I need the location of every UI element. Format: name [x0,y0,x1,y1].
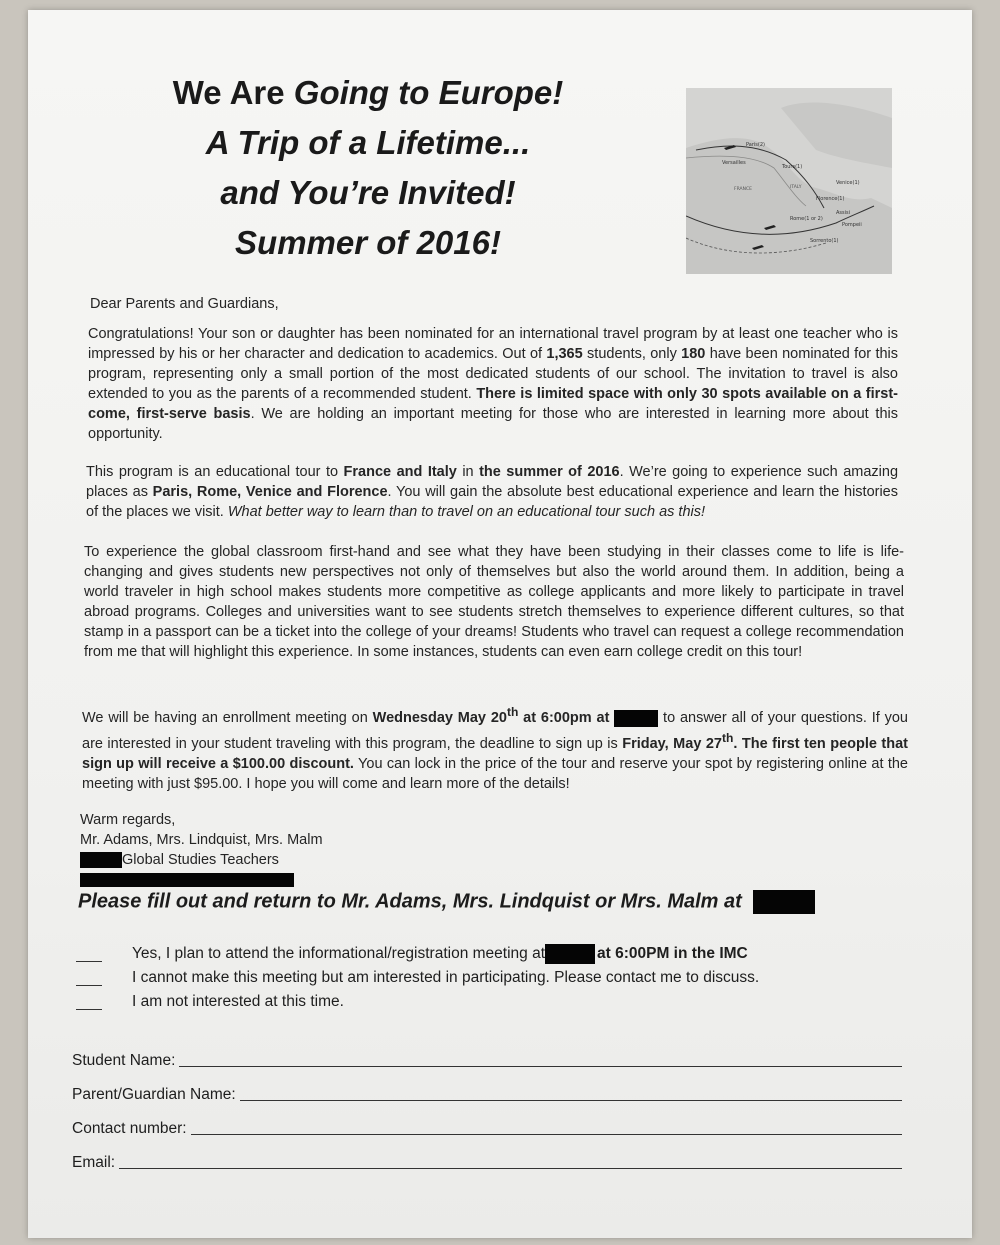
closing: Warm regards, [80,812,176,828]
letter-greeting: Dear Parents and Guardians, [90,296,279,312]
map-label-italy: ITALY [790,185,802,190]
rsvp-option-interested[interactable]: I cannot make this meeting but am interested in participating. Please contact me to discuss. [76,966,759,990]
redaction-bar [80,870,323,890]
letter-paragraph-2: This program is an educational tour to France and Italy in the summer of 2016. We’re going to experience such amazing places as Paris, Rome, Venice and Florence. You will gain the absolute best educational experience and learn the histories of the places we visit. What better way to learn than to travel on an educational tour such as this! [86,464,899,520]
student-name-line[interactable] [179,1065,902,1067]
email-field[interactable]: Email: [72,1138,902,1172]
parent-name-line[interactable] [240,1099,902,1101]
flyer-title [148,68,588,268]
map-label-paris: Paris(2) [746,142,765,148]
rsvp-option-not-interested[interactable]: I am not interested at this time. [76,990,759,1014]
map-label-versailles: Versailles [722,160,746,166]
email-line[interactable] [119,1167,902,1169]
letter-signature [80,810,323,890]
contact-number-line[interactable] [191,1133,902,1135]
title-line-1-italic: Going to Europe! [293,74,564,111]
signers: Mr. Adams, Mrs. Lindquist, Mrs. Malm [80,832,323,848]
redacted-location [753,890,815,914]
return-instructions: Please fill out and return to Mr. Adams, Mrs. Lindquist or Mrs. Malm at [78,890,815,914]
checkbox-blank[interactable] [76,947,102,962]
student-name-field[interactable]: Student Name: [72,1036,902,1070]
parent-name-field[interactable]: Parent/Guardian Name: [72,1070,902,1104]
map-label-sorrento: Sorrento(1) [810,238,839,244]
redacted-location [545,944,595,964]
map-label-assisi: Assisi [836,210,851,216]
title-line-3: and You’re Invited! [220,174,516,211]
contact-number-field[interactable]: Contact number: [72,1104,902,1138]
letter-paragraph-1: Congratulations! Your son or daughter has been nominated for an international travel program by at least one teacher who is impressed by his or her character and dedication to academics. Out of 1,365 students, only 180 have been nominated for this program, representing only a small portion of the most dedicated students of our school. The invitation to travel is also extended to you as the parents of a recommended student. There is limited space with only 30 spots available on a first-come, first-serve basis. We are holding an important meeting for those who are interested in learning more about this opportunity. [88,326,899,442]
checkbox-blank[interactable] [76,995,102,1010]
title-line-1 [148,68,588,118]
department-line: Global Studies Teachers [80,850,323,870]
letter-paragraph-3: To experience the global classroom first-hand and see what they have been studying in their classes come to life is life-changing and gives students new perspectives not only of themselves but also the world around them. In addition, being a world traveler in high school makes students more competitive as college applicants and more likely to participate in travel abroad programs. Colleges and universities want to see students stretch themselves to experience different cultures, so that stamp in a passport can be a ticket into the college of your dreams! Students who travel can request a college recommendation from me that will highlight this experience. In some instances, students can even earn college credit on this tour! [84,544,904,660]
rsvp-option-attend[interactable]: Yes, I plan to attend the informational/registration meeting at at 6:00PM in the IMC [76,942,759,966]
letter-paragraph-4: We will be having an enrollment meeting on Wednesday May 20th at 6:00pm at to answer all of your questions. If you are interested in your student traveling with this program, the deadline to sign up is Friday, May 27th. The first ten people that sign up will receive a $100.00 discount. You can lock in the price of the tour and reserve your spot by registering online at the meeting with just $95.00. I hope you will come and learn more of the details! [82,705,909,792]
checkbox-blank[interactable] [76,971,102,986]
contact-form [72,1036,902,1172]
map-label-venice: Venice(1) [836,180,860,186]
redacted-school [80,852,122,868]
itinerary-map [686,88,892,274]
map-label-rome: Rome(1 or 2) [790,216,823,222]
title-line-4: Summer of 2016! [235,224,501,261]
flyer-page [28,10,972,1238]
map-label-tours: Tours(1) [782,164,803,170]
map-label-france: FRANCE [734,187,752,192]
itinerary-map-graphic [686,88,892,274]
redacted-line [80,873,294,887]
title-line-2: A Trip of a Lifetime... [205,124,531,161]
rsvp-options [76,942,759,1014]
map-label-pompeii: Pompeii [842,222,862,228]
title-line-1-plain: We Are [172,74,294,111]
map-label-florence: Florence(1) [816,196,845,202]
redacted-location [614,710,658,727]
